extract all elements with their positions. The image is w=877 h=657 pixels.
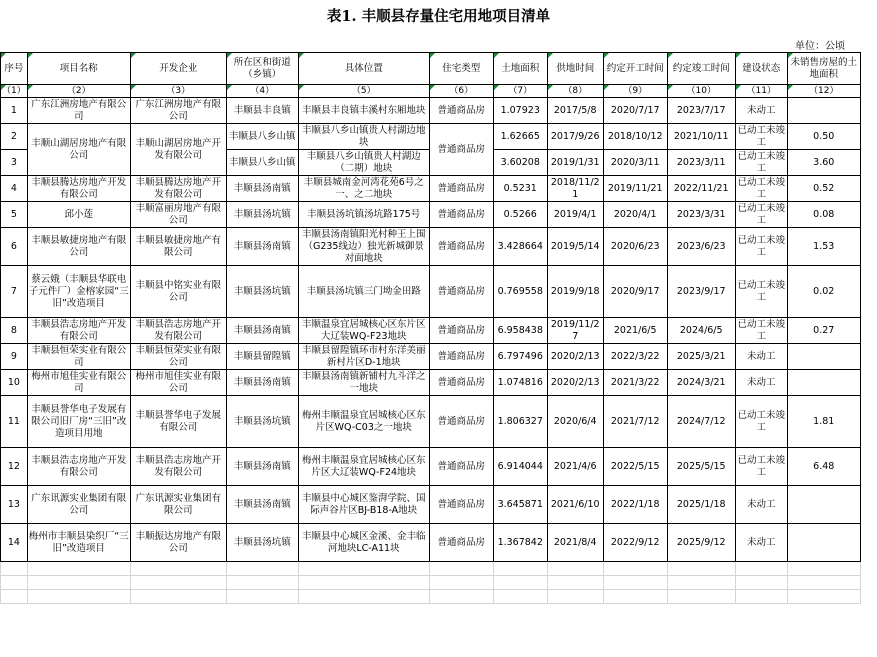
table-row bbox=[1, 266, 861, 318]
housing-type-cell[interactable]: 普通商品房 bbox=[429, 524, 493, 562]
housing-type-cell[interactable]: 普通商品房 bbox=[429, 396, 493, 448]
land-area-cell[interactable]: 0.5231 bbox=[493, 176, 547, 202]
seq-cell[interactable]: 8 bbox=[1, 318, 28, 344]
land-area-cell[interactable]: 1.074816 bbox=[493, 370, 547, 396]
housing-type-cell[interactable]: 普通商品房 bbox=[429, 266, 493, 318]
district-cell[interactable]: 丰顺县汤南镇 bbox=[226, 176, 298, 202]
location-cell[interactable]: 丰顺县汤南镇新铺村九斗洋之一地块 bbox=[298, 370, 429, 396]
finish-date-cell[interactable]: 2023/3/11 bbox=[667, 150, 735, 176]
header-row bbox=[1, 53, 861, 85]
project-name-cell[interactable]: 梅州市旭佳实业有限公司 bbox=[27, 370, 130, 396]
status-cell[interactable]: 未动工 bbox=[735, 486, 787, 524]
header-status[interactable]: 建设状态 bbox=[735, 53, 787, 85]
unsold-area-cell[interactable] bbox=[787, 370, 860, 396]
finish-date-cell[interactable]: 2024/3/21 bbox=[667, 370, 735, 396]
district-cell[interactable]: 丰顺县汤南镇 bbox=[226, 228, 298, 266]
table-row bbox=[1, 98, 861, 124]
project-table bbox=[0, 52, 861, 604]
land-area-cell[interactable]: 1.367842 bbox=[493, 524, 547, 562]
status-cell[interactable]: 未动工 bbox=[735, 344, 787, 370]
start-date-cell[interactable]: 2022/3/22 bbox=[603, 344, 667, 370]
housing-type-cell[interactable]: 普通商品房 bbox=[429, 124, 493, 176]
location-cell[interactable]: 丰顺县八乡山镇贵人村湖边（二期）地块 bbox=[298, 150, 429, 176]
developer-cell[interactable]: 丰顺县腾达房地产开发有限公司 bbox=[130, 176, 226, 202]
finish-date-cell[interactable]: 2022/11/21 bbox=[667, 176, 735, 202]
page-title: 表1. 丰顺县存量住宅用地项目清单 bbox=[326, 8, 551, 25]
housing-type-cell[interactable]: 普通商品房 bbox=[429, 176, 493, 202]
location-cell[interactable]: 丰顺县中心城区金溪、金丰临河地块LC-A11块 bbox=[298, 524, 429, 562]
district-cell[interactable]: 丰顺县汤南镇 bbox=[226, 486, 298, 524]
finish-date-cell[interactable]: 2025/5/15 bbox=[667, 448, 735, 486]
seq-cell[interactable]: 13 bbox=[1, 486, 28, 524]
unsold-area-cell[interactable]: 3.60 bbox=[787, 150, 860, 176]
land-area-cell[interactable]: 1.07923 bbox=[493, 98, 547, 124]
land-area-cell[interactable]: 3.60208 bbox=[493, 150, 547, 176]
start-date-cell[interactable]: 2022/5/15 bbox=[603, 448, 667, 486]
housing-type-cell[interactable]: 普通商品房 bbox=[429, 98, 493, 124]
district-cell[interactable]: 丰顺县汤南镇 bbox=[226, 370, 298, 396]
location-cell[interactable]: 丰顺县汤南镇阳光村种王上围（G235线边）独光新城御景对面地块 bbox=[298, 228, 429, 266]
start-date-cell[interactable]: 2020/6/23 bbox=[603, 228, 667, 266]
housing-type-cell[interactable]: 普通商品房 bbox=[429, 344, 493, 370]
seq-cell[interactable]: 12 bbox=[1, 448, 28, 486]
col-number[interactable]: （11） bbox=[735, 85, 787, 98]
project-name-cell[interactable]: 丰顺县誉华电子发展有限公司旧厂房“三旧”改造项目用地 bbox=[27, 396, 130, 448]
table-row bbox=[1, 448, 861, 486]
district-cell[interactable]: 丰顺县留隍镇 bbox=[226, 344, 298, 370]
start-date-cell[interactable]: 2020/7/17 bbox=[603, 98, 667, 124]
district-cell[interactable]: 丰顺县汤坑镇 bbox=[226, 396, 298, 448]
table-row bbox=[1, 344, 861, 370]
seq-cell[interactable]: 6 bbox=[1, 228, 28, 266]
land-area-cell[interactable]: 6.958438 bbox=[493, 318, 547, 344]
developer-cell[interactable]: 丰顺县中铭实业有限公司 bbox=[130, 266, 226, 318]
start-date-cell[interactable]: 2020/4/1 bbox=[603, 202, 667, 228]
developer-cell[interactable]: 丰顺县浩志房地产开发有限公司 bbox=[130, 448, 226, 486]
location-cell[interactable]: 丰顺县丰良镇丰溪村东厢地块 bbox=[298, 98, 429, 124]
project-name-cell[interactable]: 丰顺山湖居房地产有限公司 bbox=[27, 124, 130, 176]
project-name-cell[interactable]: 广东讯源实业集团有限公司 bbox=[27, 486, 130, 524]
district-cell[interactable]: 丰顺县汤坑镇 bbox=[226, 266, 298, 318]
start-date-cell[interactable]: 2022/9/12 bbox=[603, 524, 667, 562]
unsold-area-cell[interactable] bbox=[787, 486, 860, 524]
project-name-cell[interactable]: 丰顺县浩志房地产开发有限公司 bbox=[27, 318, 130, 344]
supply-date-cell[interactable]: 2019/1/31 bbox=[547, 150, 603, 176]
col-number[interactable]: （1） bbox=[2, 85, 26, 96]
developer-cell[interactable]: 梅州市旭佳实业有限公司 bbox=[130, 370, 226, 396]
status-cell[interactable]: 未动工 bbox=[735, 524, 787, 562]
start-date-cell[interactable]: 2020/9/17 bbox=[603, 266, 667, 318]
table-row bbox=[1, 396, 861, 448]
developer-cell[interactable]: 丰顺县恒荣实业有限公司 bbox=[130, 344, 226, 370]
housing-type-cell[interactable]: 普通商品房 bbox=[429, 202, 493, 228]
start-date-cell[interactable]: 2021/6/5 bbox=[603, 318, 667, 344]
status-cell[interactable]: 未动工 bbox=[735, 370, 787, 396]
empty-row bbox=[1, 562, 861, 576]
finish-date-cell[interactable]: 2023/3/31 bbox=[667, 202, 735, 228]
supply-date-cell[interactable]: 2019/11/27 bbox=[547, 318, 603, 344]
location-cell[interactable]: 丰顺县留隍镇环市村东洋美丽新村片区D-1地块 bbox=[298, 344, 429, 370]
land-area-cell[interactable]: 1.806327 bbox=[493, 396, 547, 448]
col-number[interactable]: （5） bbox=[298, 85, 429, 98]
developer-cell[interactable]: 丰顺县浩志房地产开发有限公司 bbox=[130, 318, 226, 344]
housing-type-cell[interactable]: 普通商品房 bbox=[429, 486, 493, 524]
seq-cell[interactable]: 11 bbox=[1, 396, 28, 448]
location-cell[interactable]: 梅州丰顺温泉宜居城核心区东片区WQ-C03之一地块 bbox=[298, 396, 429, 448]
status-cell[interactable]: 已动工未竣工 bbox=[735, 318, 787, 344]
unit-label: 单位：公顷 bbox=[795, 41, 845, 52]
project-name-cell[interactable]: 丰顺县恒荣实业有限公司 bbox=[27, 344, 130, 370]
project-name-cell[interactable]: 邱小莲 bbox=[27, 202, 130, 228]
unsold-area-cell[interactable]: 0.50 bbox=[787, 124, 860, 150]
district-cell[interactable]: 丰顺县汤坑镇 bbox=[226, 202, 298, 228]
unsold-area-cell[interactable]: 0.08 bbox=[787, 202, 860, 228]
header-supply-date[interactable]: 供地时间 bbox=[547, 53, 603, 85]
developer-cell[interactable]: 广东江洲房地产有限公司 bbox=[130, 98, 226, 124]
supply-date-cell[interactable]: 2017/9/26 bbox=[547, 124, 603, 150]
unsold-area-cell[interactable]: 0.27 bbox=[787, 318, 860, 344]
header-location[interactable]: 具体位置 bbox=[298, 53, 429, 85]
project-name-cell[interactable]: 丰顺县浩志房地产开发有限公司 bbox=[27, 448, 130, 486]
table-row bbox=[1, 370, 861, 396]
header-finish-date[interactable]: 约定竣工时间 bbox=[667, 53, 735, 85]
seq-cell[interactable]: 3 bbox=[1, 150, 28, 176]
table-row bbox=[1, 524, 861, 562]
supply-date-cell[interactable]: 2021/6/10 bbox=[547, 486, 603, 524]
project-name-cell[interactable]: 蔡云娥（丰顺县华联电子元件厂）金榕家园“三旧”改造项目 bbox=[27, 266, 130, 318]
unsold-area-cell[interactable]: 1.81 bbox=[787, 396, 860, 448]
header-housing-type[interactable]: 住宅类型 bbox=[429, 53, 493, 85]
col-number[interactable]: （8） bbox=[547, 85, 603, 98]
land-area-cell[interactable]: 3.645871 bbox=[493, 486, 547, 524]
header-land-area[interactable]: 土地面积 bbox=[493, 53, 547, 85]
seq-cell[interactable]: 4 bbox=[1, 176, 28, 202]
empty-row bbox=[1, 590, 861, 604]
finish-date-cell[interactable]: 2025/1/18 bbox=[667, 486, 735, 524]
land-area-cell[interactable]: 6.914044 bbox=[493, 448, 547, 486]
status-cell[interactable]: 已动工未竣工 bbox=[735, 266, 787, 318]
finish-date-cell[interactable]: 2025/9/12 bbox=[667, 524, 735, 562]
status-cell[interactable]: 已动工未竣工 bbox=[735, 396, 787, 448]
supply-date-cell[interactable]: 2020/6/4 bbox=[547, 396, 603, 448]
district-cell[interactable]: 丰顺县汤坑镇 bbox=[226, 524, 298, 562]
start-date-cell[interactable]: 2019/11/21 bbox=[603, 176, 667, 202]
unsold-area-cell[interactable] bbox=[787, 98, 860, 124]
seq-cell[interactable]: 14 bbox=[1, 524, 28, 562]
col-number[interactable]: （3） bbox=[130, 85, 226, 98]
unsold-area-cell[interactable]: 0.02 bbox=[787, 266, 860, 318]
col-number[interactable]: （10） bbox=[667, 85, 735, 98]
district-cell[interactable]: 丰顺县八乡山镇 bbox=[226, 150, 298, 176]
seq-cell[interactable]: 10 bbox=[1, 370, 28, 396]
header-seq[interactable]: 序号 bbox=[1, 53, 28, 85]
location-cell[interactable]: 丰顺县汤坑镇汤坑路175号 bbox=[298, 202, 429, 228]
col-number[interactable]: （4） bbox=[226, 85, 298, 98]
land-area-cell[interactable]: 3.428664 bbox=[493, 228, 547, 266]
location-cell[interactable]: 丰顺县城南金河湾花苑6号之一、之二地块 bbox=[298, 176, 429, 202]
location-cell[interactable]: 梅州丰顺温泉宜居城核心区东片区大辽装WQ-F24地块 bbox=[298, 448, 429, 486]
number-row bbox=[1, 85, 861, 98]
start-date-cell[interactable]: 2018/10/12 bbox=[603, 124, 667, 150]
developer-cell[interactable]: 丰顺振达房地产有限公司 bbox=[130, 524, 226, 562]
land-area-cell[interactable]: 0.5266 bbox=[493, 202, 547, 228]
housing-type-cell[interactable]: 普通商品房 bbox=[429, 448, 493, 486]
col-number[interactable]: （9） bbox=[603, 85, 667, 98]
seq-cell[interactable]: 5 bbox=[1, 202, 28, 228]
land-area-cell[interactable]: 0.769558 bbox=[493, 266, 547, 318]
location-cell[interactable]: 丰顺县八乡山镇贵人村湖边地块 bbox=[298, 124, 429, 150]
supply-date-cell[interactable]: 2019/5/14 bbox=[547, 228, 603, 266]
project-name-cell[interactable]: 广东江洲房地产有限公司 bbox=[27, 98, 130, 124]
empty-row bbox=[1, 576, 861, 590]
status-cell[interactable]: 已动工未竣工 bbox=[735, 176, 787, 202]
housing-type-cell[interactable]: 普通商品房 bbox=[429, 228, 493, 266]
supply-date-cell[interactable]: 2017/5/8 bbox=[547, 98, 603, 124]
district-cell[interactable]: 丰顺县丰良镇 bbox=[226, 98, 298, 124]
supply-date-cell[interactable]: 2020/2/13 bbox=[547, 370, 603, 396]
col-number[interactable]: （2） bbox=[27, 85, 130, 98]
location-cell[interactable]: 丰顺县中心城区鉴湃学院、国际声谷片区BJ-B18-A地块 bbox=[298, 486, 429, 524]
finish-date-cell[interactable]: 2023/6/23 bbox=[667, 228, 735, 266]
finish-date-cell[interactable]: 2023/9/17 bbox=[667, 266, 735, 318]
header-district[interactable]: 所在区和街道（乡镇） bbox=[226, 53, 298, 85]
start-date-cell[interactable]: 2022/1/18 bbox=[603, 486, 667, 524]
table-row bbox=[1, 486, 861, 524]
developer-cell[interactable]: 广东讯源实业集团有限公司 bbox=[130, 486, 226, 524]
district-cell[interactable]: 丰顺县汤南镇 bbox=[226, 448, 298, 486]
land-area-cell[interactable]: 6.797496 bbox=[493, 344, 547, 370]
developer-cell[interactable]: 丰顺山湖居房地产开发有限公司 bbox=[130, 124, 226, 176]
housing-type-cell[interactable]: 普通商品房 bbox=[429, 318, 493, 344]
finish-date-cell[interactable]: 2025/3/21 bbox=[667, 344, 735, 370]
finish-date-cell[interactable]: 2024/7/12 bbox=[667, 396, 735, 448]
developer-cell[interactable]: 丰顺富丽房地产有限公司 bbox=[130, 202, 226, 228]
finish-date-cell[interactable]: 2023/7/17 bbox=[667, 98, 735, 124]
location-cell[interactable]: 丰顺温泉宜居城核心区东片区大辽装WQ-F23地块 bbox=[298, 318, 429, 344]
supply-date-cell[interactable]: 2020/2/13 bbox=[547, 344, 603, 370]
finish-date-cell[interactable]: 2021/10/11 bbox=[667, 124, 735, 150]
status-cell[interactable]: 已动工未竣工 bbox=[735, 202, 787, 228]
seq-cell[interactable]: 9 bbox=[1, 344, 28, 370]
unsold-area-cell[interactable] bbox=[787, 524, 860, 562]
col-number[interactable]: （12） bbox=[787, 85, 860, 98]
table-row bbox=[1, 202, 861, 228]
project-name-cell[interactable]: 丰顺县敏捷房地产有限公司 bbox=[27, 228, 130, 266]
supply-date-cell[interactable]: 2021/4/6 bbox=[547, 448, 603, 486]
col-number[interactable]: （7） bbox=[493, 85, 547, 98]
start-date-cell[interactable]: 2020/3/11 bbox=[603, 150, 667, 176]
supply-date-cell[interactable]: 2018/11/21 bbox=[547, 176, 603, 202]
start-date-cell[interactable]: 2021/7/12 bbox=[603, 396, 667, 448]
district-cell[interactable]: 丰顺县八乡山镇 bbox=[226, 124, 298, 150]
location-cell[interactable]: 丰顺县汤坑镇三门坳金田路 bbox=[298, 266, 429, 318]
table-row bbox=[1, 318, 861, 344]
developer-cell[interactable]: 丰顺县誉华电子发展有限公司 bbox=[130, 396, 226, 448]
land-area-cell[interactable]: 1.62665 bbox=[493, 124, 547, 150]
header-developer[interactable]: 开发企业 bbox=[130, 53, 226, 85]
table-row bbox=[1, 176, 861, 202]
unsold-area-cell[interactable]: 1.53 bbox=[787, 228, 860, 266]
unsold-area-cell[interactable] bbox=[787, 344, 860, 370]
seq-cell[interactable]: 2 bbox=[1, 124, 28, 150]
status-cell[interactable]: 已动工未竣工 bbox=[735, 124, 787, 150]
status-cell[interactable]: 未动工 bbox=[735, 98, 787, 124]
header-project-name[interactable]: 项目名称 bbox=[27, 53, 130, 85]
finish-date-cell[interactable]: 2024/6/5 bbox=[667, 318, 735, 344]
housing-type-cell[interactable]: 普通商品房 bbox=[429, 370, 493, 396]
start-date-cell[interactable]: 2021/3/22 bbox=[603, 370, 667, 396]
unsold-area-cell[interactable]: 6.48 bbox=[787, 448, 860, 486]
supply-date-cell[interactable]: 2019/4/1 bbox=[547, 202, 603, 228]
table-row bbox=[1, 228, 861, 266]
seq-cell[interactable]: 1 bbox=[1, 98, 28, 124]
status-cell[interactable]: 已动工未竣工 bbox=[735, 228, 787, 266]
unsold-area-cell[interactable]: 0.52 bbox=[787, 176, 860, 202]
table-body bbox=[1, 98, 861, 562]
supply-date-cell[interactable]: 2021/8/4 bbox=[547, 524, 603, 562]
district-cell[interactable]: 丰顺县汤南镇 bbox=[226, 318, 298, 344]
project-name-cell[interactable]: 丰顺县腾达房地产开发有限公司 bbox=[27, 176, 130, 202]
project-name-cell[interactable]: 梅州市丰顺县染织厂“三旧”改造项目 bbox=[27, 524, 130, 562]
table-row bbox=[1, 124, 861, 150]
header-start-date[interactable]: 约定开工时间 bbox=[603, 53, 667, 85]
supply-date-cell[interactable]: 2019/9/18 bbox=[547, 266, 603, 318]
status-cell[interactable]: 已动工未竣工 bbox=[735, 150, 787, 176]
developer-cell[interactable]: 丰顺县敏捷房地产有限公司 bbox=[130, 228, 226, 266]
col-number[interactable]: （6） bbox=[429, 85, 493, 98]
header-unsold-area[interactable]: 未销售房屋的土地面积 bbox=[787, 53, 860, 85]
status-cell[interactable]: 已动工未竣工 bbox=[735, 448, 787, 486]
seq-cell[interactable]: 7 bbox=[1, 266, 28, 318]
